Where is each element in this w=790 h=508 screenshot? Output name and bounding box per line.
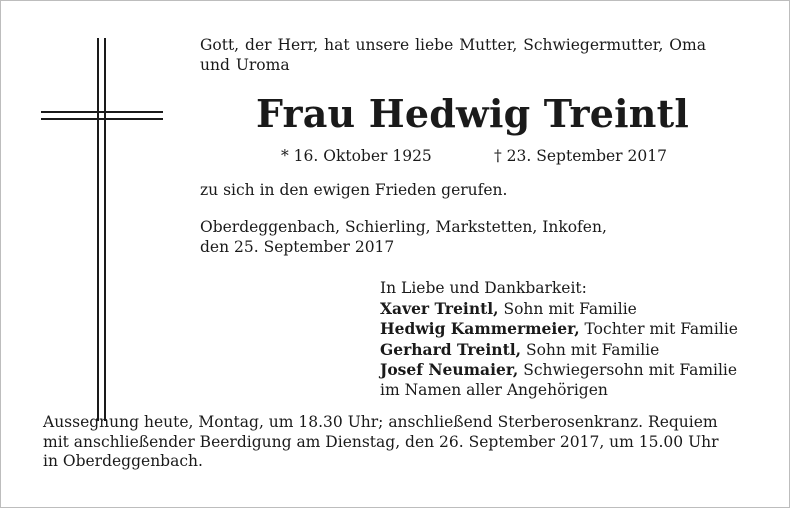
place-line-1: Oberdeggenbach, Schierling, Markstetten, Inkofen,	[200, 218, 607, 236]
mourners-heading: In Liebe und Dankbarkeit:	[380, 279, 587, 297]
deceased-name: Frau Hedwig Treintl	[256, 91, 689, 136]
mourner-name: Gerhard Treintl,	[380, 339, 522, 359]
funeral-info-line-1: Aussegnung heute, Montag, um 18.30 Uhr; anschließend Sterberosenkranz. Requiem	[43, 413, 718, 431]
place-and-date	[200, 218, 607, 257]
funeral-info-line-3: in Oberdeggenbach.	[43, 452, 203, 470]
birth-date: * 16. Oktober 1925	[281, 147, 432, 165]
mourner-name: Hedwig Kammermeier,	[380, 319, 580, 338]
mourner-item	[380, 319, 738, 340]
intro-line-2: und Uroma	[200, 55, 290, 74]
funeral-info	[43, 413, 719, 472]
intro-line-1: Gott, der Herr, hat unsere liebe Mutter, Schwiegermutter, Oma	[200, 36, 706, 54]
mourner-relation: Sohn mit Familie	[503, 299, 637, 318]
mourner-name: Xaver Treintl,	[380, 298, 499, 318]
mourner-item	[380, 360, 738, 381]
peace-text: zu sich in den ewigen Frieden gerufen.	[200, 181, 508, 199]
mourner-item	[380, 299, 738, 320]
mourners-closing: im Namen aller Angehörigen	[380, 380, 608, 399]
mourner-relation: Sohn mit Familie	[525, 340, 660, 359]
intro-text	[200, 36, 706, 75]
mourners-block	[380, 279, 738, 400]
mourner-name: Josef Neumaier,	[380, 360, 519, 379]
mourner-relation: Tochter mit Familie	[584, 320, 738, 338]
death-date: † 23. September 2017	[494, 147, 667, 165]
mourner-item	[380, 340, 738, 361]
funeral-info-line-2: mit anschließender Beerdigung am Dienstag, den 26. September 2017, um 15.00 Uhr	[43, 432, 719, 451]
mourner-relation: Schwiegersohn mit Familie	[523, 361, 738, 379]
place-line-2: den 25. September 2017	[200, 237, 395, 256]
